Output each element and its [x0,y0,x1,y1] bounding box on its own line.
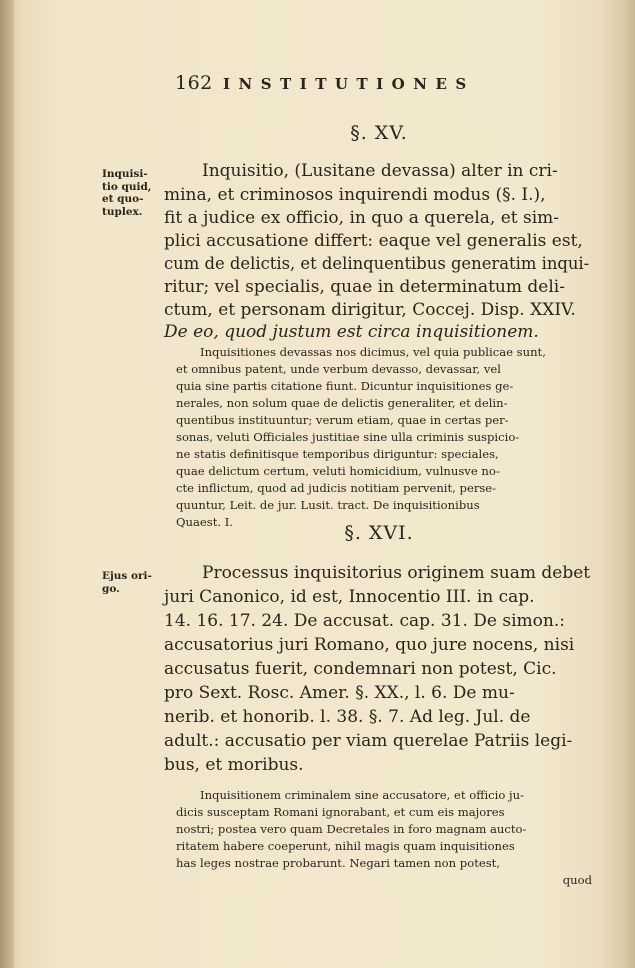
margin-note-line: go. [102,582,120,595]
running-title: INSTITUTIONES [223,75,475,93]
note-line: Inquisitiones devassas nos dicimus, vel quia publicae sunt, [200,345,546,359]
page-number: 162 [175,72,213,94]
body-line: mina, et criminosos inquirendi modus (§. I.), [164,185,546,205]
running-header [175,72,505,98]
margin-note-xvi [102,570,160,595]
note-line: quae delictum certum, veluti homicidium, vulnusve no- [176,464,500,478]
note-line: nerales, non solum quae de delictis generaliter, et delin- [176,396,508,410]
section-heading-xvi: §. XVI. [344,522,414,544]
note-line: ritatem habere coeperunt, nihil magis quam inquisitiones [176,839,515,853]
body-line: cum de delictis, et delinquentibus generatim inqui- [164,254,590,273]
note-line: Inquisitionem criminalem sine accusatore, et officio ju- [200,788,525,802]
body-line: plici accusatione differt: eaque vel generalis est, [164,231,583,251]
note-line: Quaest. I. [176,515,233,529]
body-line: bus, et moribus. [164,755,304,775]
body-line: ritur; vel specialis, quae in determinatum deli- [164,277,565,297]
body-line: pro Sext. Rosc. Amer. §. XX., l. 6. De mu- [164,683,515,703]
body-line: fit a judice ex officio, in quo a querela, et sim- [164,208,560,228]
note-line: has leges nostrae probarunt. Negari tamen non potest, [176,856,501,870]
margin-note-line: tuplex. [102,205,143,218]
note-line: quuntur, Leit. de jur. Lusit. tract. De inquisitionibus [176,498,480,512]
body-line: nerib. et honorib. l. 38. §. 7. Ad leg. Jul. de [164,707,531,727]
margin-note-xv [102,168,160,218]
margin-note-line: tio quid, [102,180,152,193]
page-gutter [0,0,14,968]
margin-note-line: et quo- [102,193,144,205]
body-line: 14. 16. 17. 24. De accusat. cap. 31. De simon.: [164,611,565,631]
note-line: sonas, veluti Officiales justitiae sine ulla criminis suspicio- [176,430,520,444]
body-line: Processus inquisitorius originem suam debet [202,563,591,583]
body-line: De eo, quod justum est circa inquisitionem. [164,322,539,342]
note-line: dicis susceptam Romani ignorabant, et cum eis majores [176,805,505,819]
body-line: accusatorius juri Romano, quo jure nocens, nisi [164,635,575,655]
margin-note-line: Inquisi- [102,168,148,180]
body-line: ctum, et personam dirigitur, Coccej. Disp. XXIV. [164,300,576,320]
note-line: et omnibus patent, unde verbum devasso, devassar, vel [176,362,501,376]
body-line: juri Canonico, id est, Innocentio III. in cap. [164,587,535,607]
body-line: Inquisitio, (Lusitane devassa) alter in cri- [202,161,558,181]
note-line: nostri; postea vero quam Decretales in foro magnam aucto- [176,822,527,836]
catchword: quod [562,873,592,887]
body-line: accusatus fuerit, condemnari non potest, Cic. [164,659,557,679]
note-line: ne statis definitisque temporibus diriguntur: speciales, [176,447,499,461]
margin-note-line: Ejus ori- [102,570,152,582]
note-line: cte inflictum, quod ad judicis notitiam pervenit, perse- [176,481,497,495]
section-heading-xv: §. XV. [350,122,408,144]
note-line: quia sine partis citatione fiunt. Dicuntur inquisitiones ge- [176,379,514,393]
body-line: adult.: accusatio per viam querelae Patriis legi- [164,731,573,751]
note-line: quentibus instituuntur; verum etiam, quae in certas per- [176,413,509,427]
